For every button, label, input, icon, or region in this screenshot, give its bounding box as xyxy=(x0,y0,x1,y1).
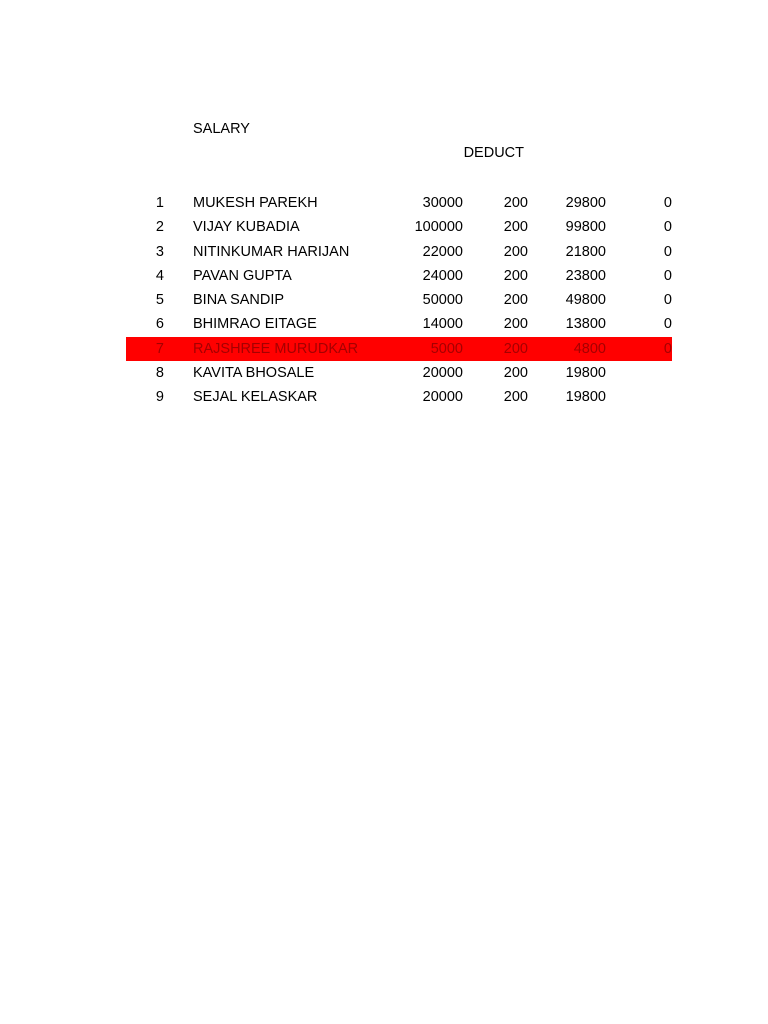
net-value: 4800 xyxy=(573,340,606,357)
deduct-value: 200 xyxy=(503,292,528,309)
deduct-value: 200 xyxy=(503,195,528,211)
deduct-value: 200 xyxy=(503,219,528,236)
salary-value: 30000 xyxy=(422,195,463,211)
sheet-title: SALARY xyxy=(193,121,250,137)
table-row[interactable] xyxy=(126,337,672,361)
salary-value: 20000 xyxy=(422,365,463,382)
row-number: 1 xyxy=(155,195,164,211)
deduct-value: 200 xyxy=(503,243,528,260)
table-row[interactable] xyxy=(126,288,672,312)
table-row[interactable] xyxy=(126,361,672,385)
employee-name: RAJSHREE MURUDKAR xyxy=(193,340,359,357)
deduct-value: 200 xyxy=(503,389,528,406)
salary-value: 100000 xyxy=(414,219,463,236)
row-number: 3 xyxy=(155,243,164,260)
salary-table xyxy=(126,191,672,410)
extra-value xyxy=(626,361,672,385)
salary-value: 5000 xyxy=(430,340,463,357)
employee-name: KAVITA BHOSALE xyxy=(193,365,315,382)
extra-value: 0 xyxy=(663,292,672,309)
row-number: 6 xyxy=(155,316,164,333)
salary-value: 50000 xyxy=(422,292,463,309)
deduct-value: 200 xyxy=(503,340,528,357)
extra-value: 0 xyxy=(663,243,672,260)
extra-value xyxy=(626,385,672,409)
row-number: 4 xyxy=(155,267,164,284)
extra-value: 0 xyxy=(663,316,672,333)
table-row[interactable] xyxy=(126,385,672,409)
net-value: 21800 xyxy=(565,243,606,260)
row-number: 9 xyxy=(155,389,164,406)
extra-value: 0 xyxy=(663,340,672,357)
row-number: 8 xyxy=(155,365,164,382)
net-value: 49800 xyxy=(565,292,606,309)
row-number: 2 xyxy=(155,219,164,236)
net-value: 19800 xyxy=(565,389,606,406)
table-row[interactable] xyxy=(126,215,672,239)
extra-value: 0 xyxy=(663,219,672,236)
deduct-value: 200 xyxy=(503,316,528,333)
employee-name: BINA SANDIP xyxy=(193,292,285,309)
table-row[interactable] xyxy=(126,264,672,288)
net-value: 29800 xyxy=(565,195,606,211)
salary-value: 20000 xyxy=(422,389,463,406)
deduct-value: 200 xyxy=(503,365,528,382)
row-number: 5 xyxy=(155,292,164,309)
employee-name: SEJAL KELASKAR xyxy=(193,389,318,406)
net-value: 99800 xyxy=(565,219,606,236)
deduct-value: 200 xyxy=(503,267,528,284)
salary-value: 22000 xyxy=(422,243,463,260)
employee-name: NITINKUMAR HARIJAN xyxy=(193,243,350,260)
employee-name: MUKESH PAREKH xyxy=(193,195,318,211)
table-row[interactable] xyxy=(126,312,672,336)
salary-value: 14000 xyxy=(422,316,463,333)
deduct-column-header: DEDUCT xyxy=(463,145,524,161)
salary-value: 24000 xyxy=(422,267,463,284)
extra-value: 0 xyxy=(663,267,672,284)
extra-value: 0 xyxy=(663,195,672,211)
employee-name: PAVAN GUPTA xyxy=(193,267,292,284)
table-row[interactable] xyxy=(126,191,672,215)
net-value: 19800 xyxy=(565,365,606,382)
employee-name: BHIMRAO EITAGE xyxy=(193,316,317,333)
net-value: 13800 xyxy=(565,316,606,333)
net-value: 23800 xyxy=(565,267,606,284)
table-row[interactable] xyxy=(126,240,672,264)
row-number: 7 xyxy=(155,340,164,357)
employee-name: VIJAY KUBADIA xyxy=(193,219,300,236)
